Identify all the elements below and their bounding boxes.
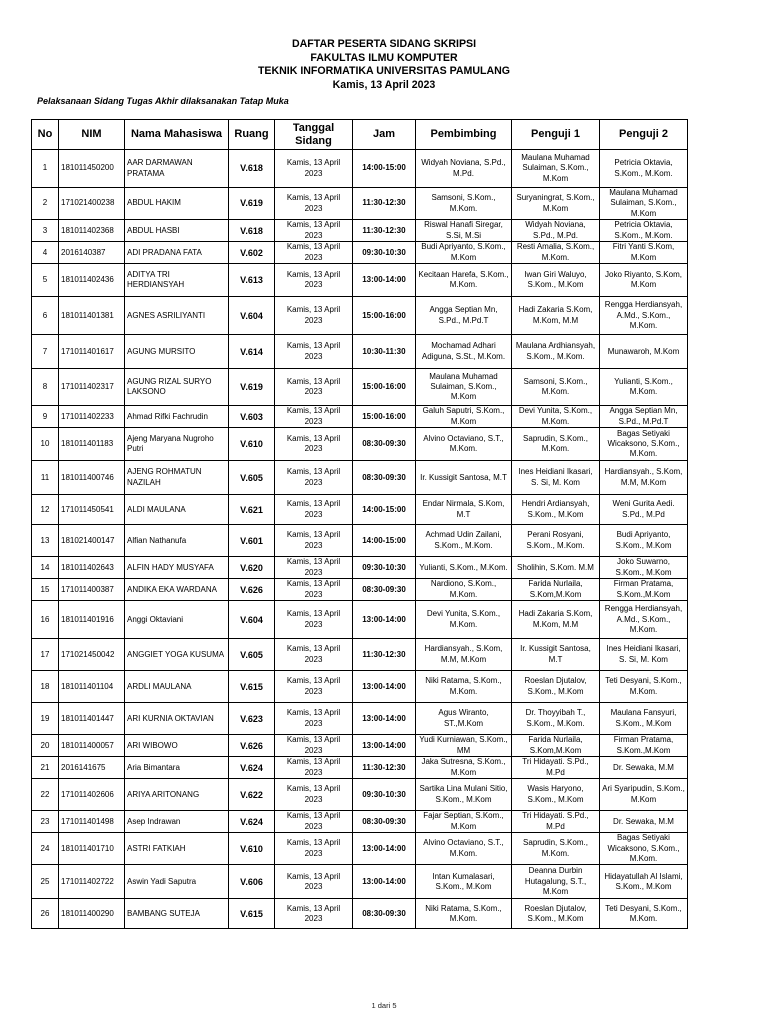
col-header-tanggal: Tanggal Sidang	[275, 120, 353, 150]
cell-room: V.602	[229, 242, 275, 264]
cell-date: Kamis, 13 April 2023	[275, 899, 353, 929]
cell-penguji-1: Iwan Giri Waluyo, S.Kom., M.Kom	[512, 264, 600, 297]
cell-no: 20	[32, 735, 59, 757]
cell-time: 08:30-09:30	[353, 428, 416, 461]
cell-room: V.620	[229, 557, 275, 579]
cell-room: V.624	[229, 811, 275, 833]
cell-date: Kamis, 13 April 2023	[275, 557, 353, 579]
cell-nim: 181011401183	[59, 428, 125, 461]
cell-penguji-2: Maulana Fansyuri, S.Kom., M.Kom	[600, 703, 688, 735]
cell-no: 5	[32, 264, 59, 297]
cell-time: 15:00-16:00	[353, 297, 416, 335]
table-row	[32, 406, 688, 428]
table-row	[32, 671, 688, 703]
cell-time: 13:00-14:00	[353, 865, 416, 899]
cell-pembimbing: Yulianti, S.Kom., M.Kom.	[416, 557, 512, 579]
cell-room: V.626	[229, 735, 275, 757]
cell-room: V.619	[229, 369, 275, 406]
cell-penguji-2: Weni Gurita Aedi. S.Pd., M.Pd	[600, 495, 688, 525]
cell-pembimbing: Hardiansyah., S.Kom, M.M, M.Kom	[416, 639, 512, 671]
cell-date: Kamis, 13 April 2023	[275, 495, 353, 525]
cell-penguji-1: Saprudin, S.Kom., M.Kom.	[512, 428, 600, 461]
cell-nim: 171021450042	[59, 639, 125, 671]
cell-penguji-1: Hadi Zakaria S.Kom, M.Kom, M.M	[512, 297, 600, 335]
cell-pembimbing: Achmad Udin Zailani, S.Kom., M.Kom.	[416, 525, 512, 557]
cell-name: ARIYA ARITONANG	[125, 779, 229, 811]
cell-no: 18	[32, 671, 59, 703]
table-row	[32, 150, 688, 188]
cell-name: AGNES ASRILIYANTI	[125, 297, 229, 335]
cell-penguji-1: Suryaningrat, S.Kom., M.Kom	[512, 188, 600, 220]
cell-penguji-1: Ines Heidiani Ikasari, S. Si, M. Kom	[512, 461, 600, 495]
cell-pembimbing: Angga Septian Mn, S.Pd., M.Pd.T	[416, 297, 512, 335]
table-row	[32, 335, 688, 369]
cell-no: 26	[32, 899, 59, 929]
cell-penguji-1: Dr. Thoyyibah T., S.Kom., M.Kom.	[512, 703, 600, 735]
cell-no: 6	[32, 297, 59, 335]
cell-room: V.619	[229, 188, 275, 220]
cell-date: Kamis, 13 April 2023	[275, 601, 353, 639]
table-row	[32, 264, 688, 297]
cell-pembimbing: Niki Ratama, S.Kom., M.Kom.	[416, 899, 512, 929]
cell-penguji-2: Firman Pratama, S.Kom.,M.Kom	[600, 579, 688, 601]
cell-pembimbing: Nardiono, S.Kom., M.Kom.	[416, 579, 512, 601]
cell-time: 10:30-11:30	[353, 335, 416, 369]
cell-time: 09:30-10:30	[353, 557, 416, 579]
cell-room: V.604	[229, 297, 275, 335]
title-date: Kamis, 13 April 2023	[332, 78, 436, 91]
table-row	[32, 865, 688, 899]
cell-time: 11:30-12:30	[353, 639, 416, 671]
col-header-ruang: Ruang	[229, 120, 275, 150]
cell-no: 17	[32, 639, 59, 671]
cell-no: 7	[32, 335, 59, 369]
cell-time: 08:30-09:30	[353, 811, 416, 833]
cell-nim: 171011401498	[59, 811, 125, 833]
cell-name: ASTRI FATKIAH	[125, 833, 229, 865]
cell-nim: 181021400147	[59, 525, 125, 557]
cell-date: Kamis, 13 April 2023	[275, 671, 353, 703]
cell-nim: 2016141675	[59, 757, 125, 779]
cell-room: V.618	[229, 220, 275, 242]
cell-nim: 171011402317	[59, 369, 125, 406]
cell-name: ARDLI MAULANA	[125, 671, 229, 703]
cell-date: Kamis, 13 April 2023	[275, 703, 353, 735]
cell-pembimbing: Jaka Sutresna, S.Kom., M.Kom	[416, 757, 512, 779]
cell-penguji-1: Devi Yunita, S.Kom., M.Kom.	[512, 406, 600, 428]
cell-pembimbing: Budi Apriyanto, S.Kom., M.Kom	[416, 242, 512, 264]
table-row	[32, 557, 688, 579]
cell-room: V.626	[229, 579, 275, 601]
cell-name: ARI KURNIA OKTAVIAN	[125, 703, 229, 735]
col-header-nama: Nama Mahasiswa	[125, 120, 229, 150]
cell-penguji-2: Hidayatullah Al Islami, S.Kom., M.Kom	[600, 865, 688, 899]
cell-pembimbing: Agus Wiranto, ST.,M.Kom	[416, 703, 512, 735]
cell-penguji-1: Samsoni, S.Kom., M.Kom.	[512, 369, 600, 406]
cell-no: 21	[32, 757, 59, 779]
cell-name: Aswin Yadi Saputra	[125, 865, 229, 899]
table-row	[32, 242, 688, 264]
cell-name: ANDIKA EKA WARDANA	[125, 579, 229, 601]
cell-room: V.615	[229, 671, 275, 703]
cell-date: Kamis, 13 April 2023	[275, 833, 353, 865]
table-header-row	[32, 120, 688, 150]
cell-pembimbing: Yudi Kurniawan, S.Kom., MM	[416, 735, 512, 757]
cell-penguji-1: Farida Nurlaila, S.Kom,M.Kom	[512, 735, 600, 757]
cell-penguji-2: Joko Suwarno, S.Kom., M.Kom	[600, 557, 688, 579]
cell-no: 19	[32, 703, 59, 735]
table-row	[32, 461, 688, 495]
cell-room: V.610	[229, 833, 275, 865]
cell-penguji-1: Maulana Muhamad Sulaiman, S.Kom., M.Kom	[512, 150, 600, 188]
cell-date: Kamis, 13 April 2023	[275, 369, 353, 406]
cell-date: Kamis, 13 April 2023	[275, 150, 353, 188]
cell-penguji-2: Joko Riyanto, S.Kom, M.Kom	[600, 264, 688, 297]
cell-pembimbing: Intan Kumalasari, S.Kom., M.Kom	[416, 865, 512, 899]
cell-pembimbing: Widyah Noviana, S.Pd., M.Pd.	[416, 150, 512, 188]
cell-time: 13:00-14:00	[353, 671, 416, 703]
cell-nim: 171011402233	[59, 406, 125, 428]
cell-room: V.606	[229, 865, 275, 899]
cell-name: ALDI MAULANA	[125, 495, 229, 525]
title-line-3: TEKNIK INFORMATIKA UNIVERSITAS PAMULANG	[257, 65, 511, 77]
cell-name: ABDUL HASBI	[125, 220, 229, 242]
cell-penguji-2: Angga Septian Mn, S.Pd., M.Pd.T	[600, 406, 688, 428]
cell-penguji-1: Perani Rosyani, S.Kom., M.Kom.	[512, 525, 600, 557]
cell-nim: 171011450541	[59, 495, 125, 525]
col-header-jam: Jam	[353, 120, 416, 150]
cell-time: 13:00-14:00	[353, 264, 416, 297]
cell-penguji-1: Farida Nurlaila, S.Kom,M.Kom	[512, 579, 600, 601]
col-header-nim: NIM	[59, 120, 125, 150]
cell-date: Kamis, 13 April 2023	[275, 335, 353, 369]
cell-no: 12	[32, 495, 59, 525]
cell-name: Ajeng Maryana Nugroho Putri	[125, 428, 229, 461]
cell-name: ANGGIET YOGA KUSUMA	[125, 639, 229, 671]
cell-penguji-2: Dr. Sewaka, M.M	[600, 757, 688, 779]
cell-time: 13:00-14:00	[353, 703, 416, 735]
cell-penguji-2: Bagas Setiyaki Wicaksono, S.Kom., M.Kom.	[600, 428, 688, 461]
cell-date: Kamis, 13 April 2023	[275, 811, 353, 833]
cell-no: 16	[32, 601, 59, 639]
cell-nim: 181011401104	[59, 671, 125, 703]
cell-room: V.624	[229, 757, 275, 779]
cell-nim: 2016140387	[59, 242, 125, 264]
cell-time: 09:30-10:30	[353, 779, 416, 811]
cell-name: AGUNG MURSITO	[125, 335, 229, 369]
cell-nim: 181011401381	[59, 297, 125, 335]
cell-room: V.604	[229, 601, 275, 639]
cell-penguji-1: Tri Hidayati. S.Pd., M.Pd	[512, 811, 600, 833]
cell-pembimbing: Devi Yunita, S.Kom., M.Kom.	[416, 601, 512, 639]
cell-pembimbing: Ir. Kussigit Santosa, M.T	[416, 461, 512, 495]
cell-room: V.614	[229, 335, 275, 369]
cell-nim: 171011402606	[59, 779, 125, 811]
cell-room: V.615	[229, 899, 275, 929]
cell-penguji-1: Roeslan Djutalov, S.Kom., M.Kom	[512, 671, 600, 703]
cell-name: BAMBANG SUTEJA	[125, 899, 229, 929]
cell-pembimbing: Kecitaan Harefa, S.Kom., M.Kom.	[416, 264, 512, 297]
cell-penguji-2: Fitri Yanti S.Kom, M.Kom	[600, 242, 688, 264]
col-header-penguji-1: Penguji 1	[512, 120, 600, 150]
cell-room: V.613	[229, 264, 275, 297]
table-row	[32, 297, 688, 335]
cell-penguji-2: Munawaroh, M.Kom	[600, 335, 688, 369]
cell-room: V.601	[229, 525, 275, 557]
cell-date: Kamis, 13 April 2023	[275, 242, 353, 264]
table-row	[32, 899, 688, 929]
cell-room: V.623	[229, 703, 275, 735]
table-row	[32, 833, 688, 865]
cell-penguji-1: Deanna Durbin Hutagalung, S.T., M.Kom	[512, 865, 600, 899]
cell-penguji-2: Ari Syaripudin, S.Kom., M.Kom	[600, 779, 688, 811]
cell-no: 10	[32, 428, 59, 461]
cell-date: Kamis, 13 April 2023	[275, 639, 353, 671]
cell-pembimbing: Riswal Hanafi Siregar, S.Si, M.Si	[416, 220, 512, 242]
table-row	[32, 220, 688, 242]
cell-penguji-1: Sholihin, S.Kom. M.M	[512, 557, 600, 579]
cell-name: AGUNG RIZAL SURYO LAKSONO	[125, 369, 229, 406]
cell-no: 24	[32, 833, 59, 865]
table-row	[32, 811, 688, 833]
participant-table	[31, 119, 688, 929]
cell-nim: 181011402436	[59, 264, 125, 297]
cell-date: Kamis, 13 April 2023	[275, 757, 353, 779]
cell-nim: 181011450200	[59, 150, 125, 188]
cell-pembimbing: Maulana Muhamad Sulaiman, S.Kom., M.Kom	[416, 369, 512, 406]
cell-penguji-2: Budi Apriyanto, S.Kom., M.Kom	[600, 525, 688, 557]
cell-penguji-2: Dr. Sewaka, M.M	[600, 811, 688, 833]
cell-penguji-2: Petricia Oktavia, S.Kom., M.Kom.	[600, 220, 688, 242]
cell-name: Aria Bimantara	[125, 757, 229, 779]
cell-no: 23	[32, 811, 59, 833]
table-body	[32, 150, 688, 929]
cell-date: Kamis, 13 April 2023	[275, 735, 353, 757]
cell-room: V.603	[229, 406, 275, 428]
cell-penguji-1: Ir. Kussigit Santosa, M.T	[512, 639, 600, 671]
cell-time: 08:30-09:30	[353, 461, 416, 495]
cell-nim: 181011400290	[59, 899, 125, 929]
cell-time: 11:30-12:30	[353, 188, 416, 220]
cell-room: V.610	[229, 428, 275, 461]
cell-penguji-1: Resti Amalia, S.Kom., M.Kom.	[512, 242, 600, 264]
cell-penguji-1: Wasis Haryono, S.Kom., M.Kom	[512, 779, 600, 811]
cell-name: AJENG ROHMATUN NAZILAH	[125, 461, 229, 495]
cell-nim: 171011402722	[59, 865, 125, 899]
title-line-2: FAKULTAS ILMU KOMPUTER	[310, 51, 458, 64]
cell-nim: 181011401916	[59, 601, 125, 639]
cell-no: 14	[32, 557, 59, 579]
cell-penguji-2: Teti Desyani, S.Kom., M.Kom.	[600, 671, 688, 703]
cell-name: ALFIN HADY MUSYAFA	[125, 557, 229, 579]
cell-time: 13:00-14:00	[353, 601, 416, 639]
table-row	[32, 779, 688, 811]
cell-time: 13:00-14:00	[353, 735, 416, 757]
cell-no: 9	[32, 406, 59, 428]
cell-time: 11:30-12:30	[353, 757, 416, 779]
table-row	[32, 495, 688, 525]
cell-time: 15:00-16:00	[353, 369, 416, 406]
table-row	[32, 639, 688, 671]
cell-time: 11:30-12:30	[353, 220, 416, 242]
cell-pembimbing: Fajar Septian, S.Kom., M.Kom	[416, 811, 512, 833]
cell-nim: 171011401617	[59, 335, 125, 369]
cell-no: 8	[32, 369, 59, 406]
cell-name: Anggi Oktaviani	[125, 601, 229, 639]
cell-date: Kamis, 13 April 2023	[275, 428, 353, 461]
cell-penguji-2: Teti Desyani, S.Kom., M.Kom.	[600, 899, 688, 929]
table-row	[32, 525, 688, 557]
cell-penguji-2: Rengga Herdiansyah, A.Md., S.Kom., M.Kom.	[600, 297, 688, 335]
cell-time: 09:30-10:30	[353, 242, 416, 264]
table-row	[32, 188, 688, 220]
cell-room: V.605	[229, 461, 275, 495]
table-row	[32, 428, 688, 461]
cell-date: Kamis, 13 April 2023	[275, 579, 353, 601]
cell-room: V.621	[229, 495, 275, 525]
cell-penguji-1: Maulana Ardhiansyah, S.Kom., M.Kom.	[512, 335, 600, 369]
cell-penguji-2: Rengga Herdiansyah, A.Md., S.Kom., M.Kom.	[600, 601, 688, 639]
cell-pembimbing: Endar Nirmala, S.Kom, M.T	[416, 495, 512, 525]
cell-name: Asep Indrawan	[125, 811, 229, 833]
cell-no: 2	[32, 188, 59, 220]
cell-date: Kamis, 13 April 2023	[275, 188, 353, 220]
cell-time: 14:00-15:00	[353, 525, 416, 557]
cell-name: ARI WIBOWO	[125, 735, 229, 757]
cell-time: 14:00-15:00	[353, 495, 416, 525]
cell-no: 25	[32, 865, 59, 899]
cell-time: 13:00-14:00	[353, 833, 416, 865]
cell-name: ADITYA TRI HERDIANSYAH	[125, 264, 229, 297]
cell-name: AAR DARMAWAN PRATAMA	[125, 150, 229, 188]
cell-penguji-2: Hardiansyah., S.Kom, M.M, M.Kom	[600, 461, 688, 495]
title-line-1: DAFTAR PESERTA SIDANG SKRIPSI	[291, 38, 477, 50]
document-header	[0, 38, 768, 92]
cell-penguji-1: Hadi Zakaria S.Kom, M.Kom, M.M	[512, 601, 600, 639]
table-row	[32, 735, 688, 757]
cell-no: 1	[32, 150, 59, 188]
cell-penguji-2: Petricia Oktavia, S.Kom., M.Kom.	[600, 150, 688, 188]
table-row	[32, 369, 688, 406]
cell-nim: 171011400387	[59, 579, 125, 601]
implementation-note: Pelaksanaan Sidang Tugas Akhir dilaksanakan Tatap Muka	[37, 96, 289, 106]
cell-pembimbing: Sartika Lina Mulani Sitio, S.Kom., M.Kom	[416, 779, 512, 811]
cell-name: Ahmad Rifki Fachrudin	[125, 406, 229, 428]
cell-name: ABDUL HAKIM	[125, 188, 229, 220]
cell-penguji-2: Bagas Setiyaki Wicaksono, S.Kom., M.Kom.	[600, 833, 688, 865]
cell-time: 14:00-15:00	[353, 150, 416, 188]
cell-time: 08:30-09:30	[353, 579, 416, 601]
cell-no: 13	[32, 525, 59, 557]
cell-pembimbing: Galuh Saputri, S.Kom., M.Kom	[416, 406, 512, 428]
cell-no: 15	[32, 579, 59, 601]
table-row	[32, 601, 688, 639]
cell-no: 22	[32, 779, 59, 811]
cell-room: V.622	[229, 779, 275, 811]
cell-time: 08:30-09:30	[353, 899, 416, 929]
col-header-no: No	[32, 120, 59, 150]
cell-time: 15:00-16:00	[353, 406, 416, 428]
cell-nim: 181011402368	[59, 220, 125, 242]
table-row	[32, 757, 688, 779]
cell-date: Kamis, 13 April 2023	[275, 525, 353, 557]
cell-nim: 181011401710	[59, 833, 125, 865]
table-row	[32, 703, 688, 735]
cell-no: 4	[32, 242, 59, 264]
cell-date: Kamis, 13 April 2023	[275, 406, 353, 428]
col-header-pembimbing: Pembimbing	[416, 120, 512, 150]
cell-date: Kamis, 13 April 2023	[275, 264, 353, 297]
cell-room: V.618	[229, 150, 275, 188]
page-number: 1 dari 5	[371, 1001, 397, 1010]
cell-date: Kamis, 13 April 2023	[275, 779, 353, 811]
cell-date: Kamis, 13 April 2023	[275, 461, 353, 495]
cell-penguji-2: Firman Pratama, S.Kom.,M.Kom	[600, 735, 688, 757]
cell-pembimbing: Alvino Octaviano, S.T., M.Kom.	[416, 428, 512, 461]
cell-pembimbing: Alvino Octaviano, S.T., M.Kom.	[416, 833, 512, 865]
cell-penguji-1: Tri Hidayati. S.Pd., M.Pd	[512, 757, 600, 779]
cell-nim: 181011400057	[59, 735, 125, 757]
cell-penguji-2: Maulana Muhamad Sulaiman, S.Kom., M.Kom	[600, 188, 688, 220]
cell-penguji-1: Widyah Noviana, S.Pd., M.Pd.	[512, 220, 600, 242]
cell-room: V.605	[229, 639, 275, 671]
cell-no: 11	[32, 461, 59, 495]
cell-penguji-2: Ines Heidiani Ikasari, S. Si, M. Kom	[600, 639, 688, 671]
cell-nim: 171021400238	[59, 188, 125, 220]
cell-pembimbing: Mochamad Adhari Adiguna, S.St., M.Kom.	[416, 335, 512, 369]
cell-penguji-1: Roeslan Djutalov, S.Kom., M.Kom	[512, 899, 600, 929]
cell-date: Kamis, 13 April 2023	[275, 865, 353, 899]
cell-nim: 181011401447	[59, 703, 125, 735]
cell-date: Kamis, 13 April 2023	[275, 220, 353, 242]
cell-pembimbing: Niki Ratama, S.Kom., M.Kom.	[416, 671, 512, 703]
cell-name: ADI PRADANA FATA	[125, 242, 229, 264]
cell-date: Kamis, 13 April 2023	[275, 297, 353, 335]
col-header-penguji-2: Penguji 2	[600, 120, 688, 150]
cell-no: 3	[32, 220, 59, 242]
table-row	[32, 579, 688, 601]
cell-nim: 181011402643	[59, 557, 125, 579]
cell-name: Alfian Nathanufa	[125, 525, 229, 557]
cell-penguji-1: Hendri Ardiansyah, S.Kom., M.Kom	[512, 495, 600, 525]
cell-penguji-1: Saprudin, S.Kom., M.Kom.	[512, 833, 600, 865]
cell-penguji-2: Yulianti, S.Kom., M.Kom.	[600, 369, 688, 406]
cell-pembimbing: Samsoni, S.Kom., M.Kom.	[416, 188, 512, 220]
cell-nim: 181011400746	[59, 461, 125, 495]
